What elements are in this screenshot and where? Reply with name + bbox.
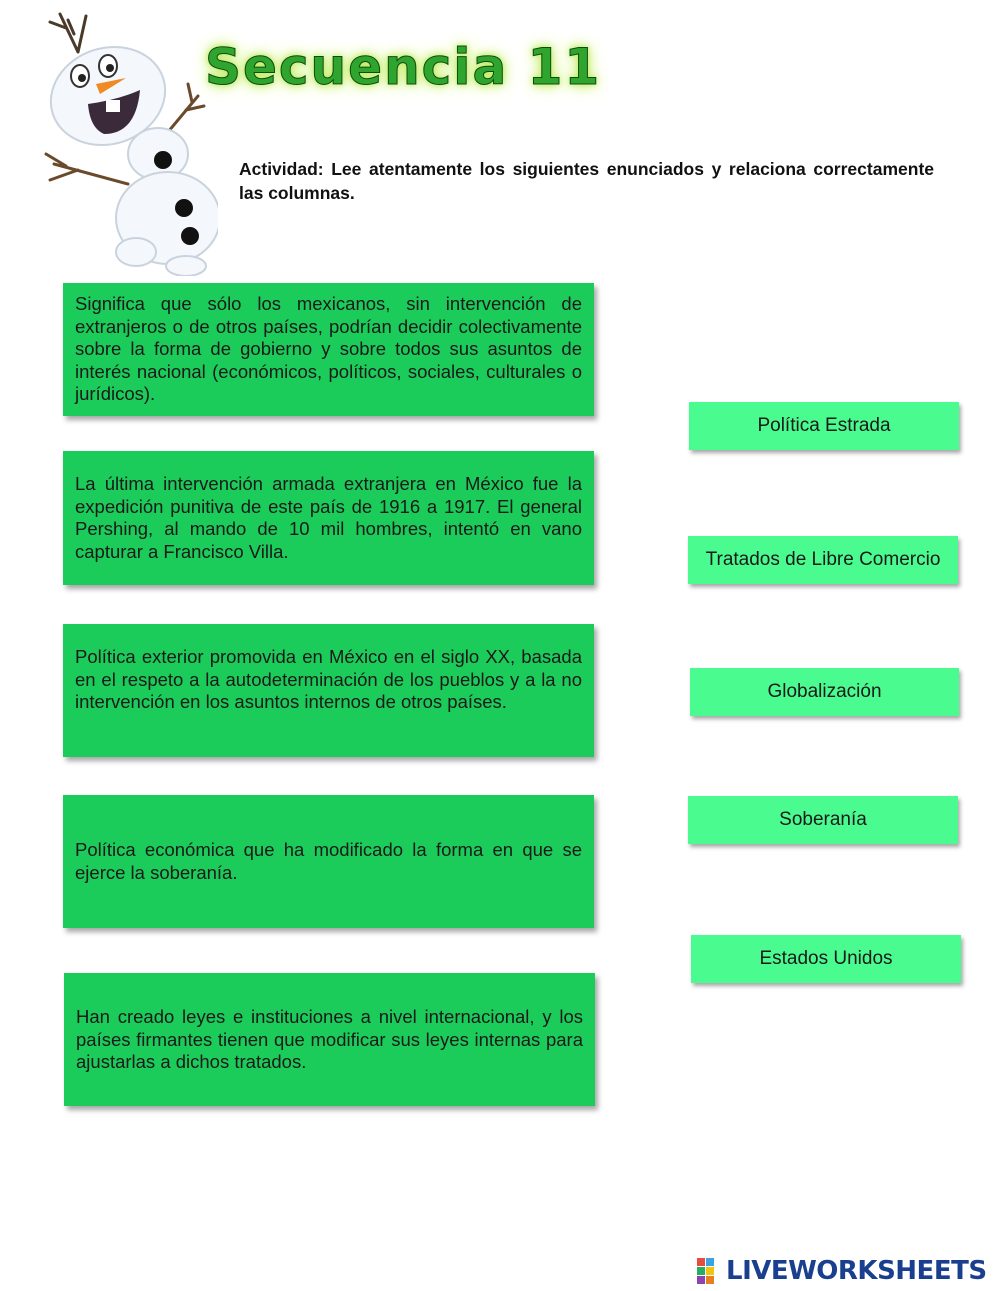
term-soberania[interactable]: Soberanía	[688, 796, 958, 844]
page-title: Secuencia 11	[205, 38, 602, 96]
liveworksheets-brand: LIVEWORKSHEETS	[726, 1256, 987, 1286]
definition-text: Política exterior promovida en México en el siglo XX, basada en el respeto a la autodeterminación de los pueblos y a la no intervención en los asuntos internos de otros países.	[75, 646, 582, 712]
definition-box-4	[63, 795, 594, 928]
definition-text: Política económica que ha modificado la forma en que se ejerce la soberanía.	[75, 839, 582, 883]
definition-box-2	[63, 451, 594, 585]
definition-text: Significa que sólo los mexicanos, sin intervención de extranjeros o de otros países, podrían decidir colectivamente sobre la forma de gobierno y sobre todos sus asuntos de interés nacional (económicos, políticos, sociales, culturales o jurídicos).	[75, 293, 582, 404]
definition-box-5	[64, 973, 595, 1106]
definition-box-3	[63, 624, 594, 757]
liveworksheets-logo[interactable]	[697, 1255, 987, 1287]
definition-text: Han creado leyes e instituciones a nivel internacional, y los países firmantes tienen que modificar sus leyes internas para ajustarlas a dichos tratados.	[76, 1006, 583, 1072]
activity-instruction: Actividad: Lee atentamente los siguientes enunciados y relaciona correctamente las columnas.	[239, 159, 934, 203]
term-globalizacion[interactable]: Globalización	[690, 668, 959, 716]
liveworksheets-blocks-icon	[697, 1258, 723, 1284]
definition-text: La última intervención armada extranjera en México fue la expedición punitiva de este país de 1916 a 1917. El general Pershing, al mando de 10 mil hombres, intentó en vano capturar a Francisco Villa.	[75, 473, 582, 562]
term-politica-estrada[interactable]: Política Estrada	[689, 402, 959, 450]
term-estados-unidos[interactable]: Estados Unidos	[691, 935, 961, 983]
olaf-illustration	[8, 4, 218, 276]
definition-box-1	[63, 283, 594, 416]
term-tratados-libre-comercio[interactable]: Tratados de Libre Comercio	[688, 536, 958, 584]
